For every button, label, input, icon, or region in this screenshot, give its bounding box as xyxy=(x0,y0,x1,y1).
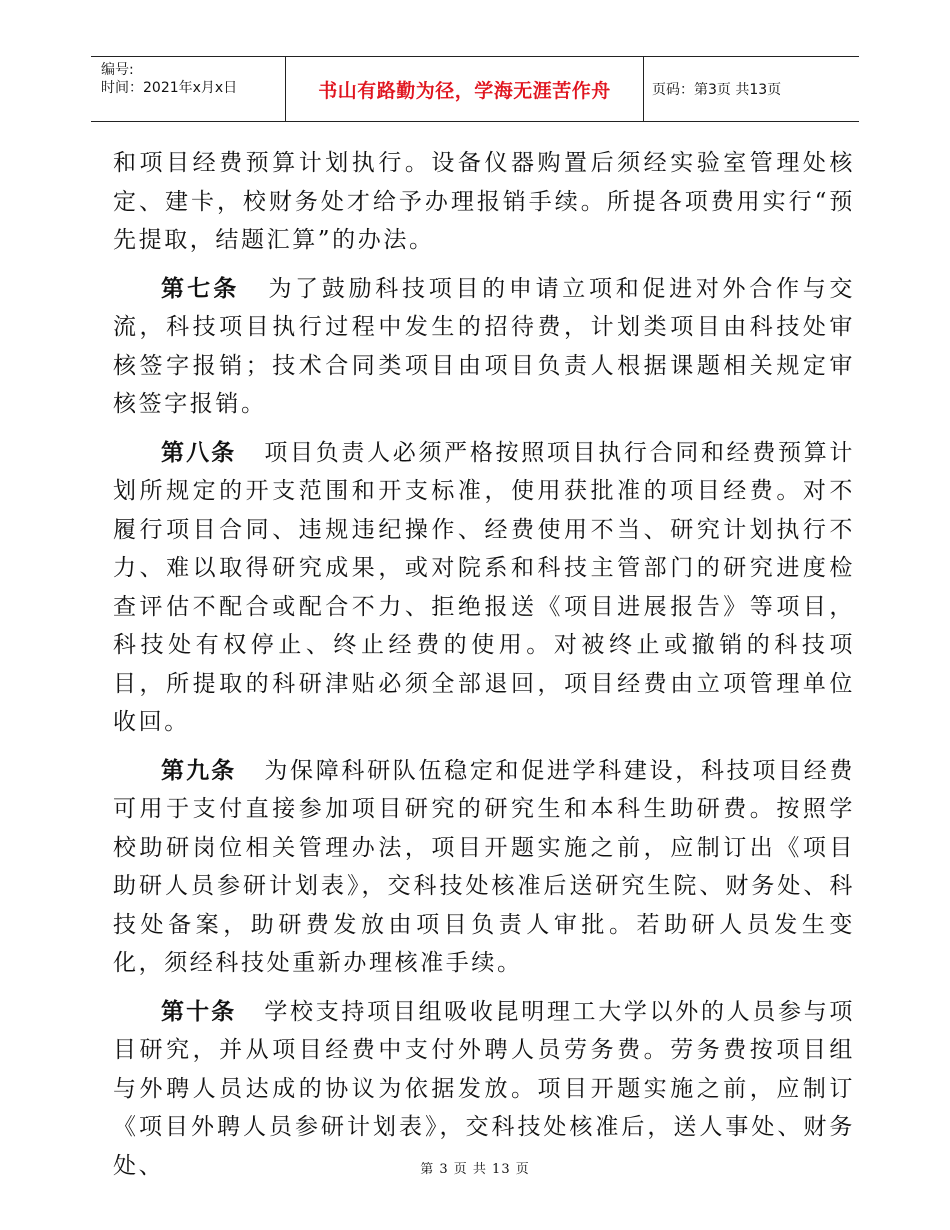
article-heading: 第七条 xyxy=(161,275,240,302)
paragraph-text: 为保障科研队伍稳定和促进学科建设，科技项目经费可用于支付直接参加项目研究的研究生和本科生助研费。按照学校助研岗位相关管理办法，项目开题实施之前，应制订出《项目助研人员参研计划表》，交科技处核准后送研究生院、财务处、科技处备案，助研费发放由项目负责人审批。若助研人员发生变化，须经科技处重新办理核准手续。 xyxy=(113,757,856,976)
article-8 xyxy=(113,434,855,742)
paragraph-text: 为了鼓励科技项目的申请立项和促进对外合作与交流，科技项目执行过程中发生的招待费，计划类项目由科技处审核签字报销；技术合同类项目由项目负责人根据课题相关规定审核签字报销。 xyxy=(113,275,856,417)
header-page-info: 页码：第3页 共13页 xyxy=(652,82,782,98)
document-time-label: 时间：2021年x月x日 xyxy=(101,80,238,96)
paragraph-text: 项目负责人必须严格按照项目执行合同和经费预算计划所规定的开支范围和开支标准，使用获批准的项目经费。对不履行项目合同、违规违纪操作、经费使用不当、研究计划执行不力、难以取得研究成果，或对院系和科技主管部门的研究进度检查评估不配合或配合不力、拒绝报送《项目进展报告》等项目，科技处有权停止、终止经费的使用。对被终止或撤销的科技项目，所提取的科研津贴必须全部退回，项目经费由立项管理单位收回。 xyxy=(113,439,856,735)
paragraph-continuation xyxy=(113,144,855,260)
article-10 xyxy=(113,993,855,1186)
page-footer: 第 3 页 共 13 页 xyxy=(420,1162,530,1177)
header-table xyxy=(91,56,859,122)
header-slogan: 书山有路勤为径，学海无涯苦作舟 xyxy=(286,57,644,121)
paragraph-text: 学校支持项目组吸收昆明理工大学以外的人员参与项目研究，并从项目经费中支付外聘人员劳务费。劳务费按项目组与外聘人员达成的协议为依据发放。项目开题实施之前，应制订《项目外聘人员参研计划表》，交科技处核准后，送人事处、财务处、 xyxy=(113,998,856,1179)
article-9 xyxy=(113,752,855,983)
article-heading: 第九条 xyxy=(161,757,237,784)
document-body xyxy=(113,144,855,1195)
article-7 xyxy=(113,270,855,424)
article-heading: 第八条 xyxy=(161,439,237,466)
header-meta-cell xyxy=(91,57,286,121)
paragraph-text: 和项目经费预算计划执行。设备仪器购置后须经实验室管理处核定、建卡，校财务处才给予办理报销手续。所提各项费用实行“预先提取，结题汇算”的办法。 xyxy=(113,150,855,253)
article-heading: 第十条 xyxy=(161,998,237,1025)
document-number-label: 编号: xyxy=(101,62,134,78)
